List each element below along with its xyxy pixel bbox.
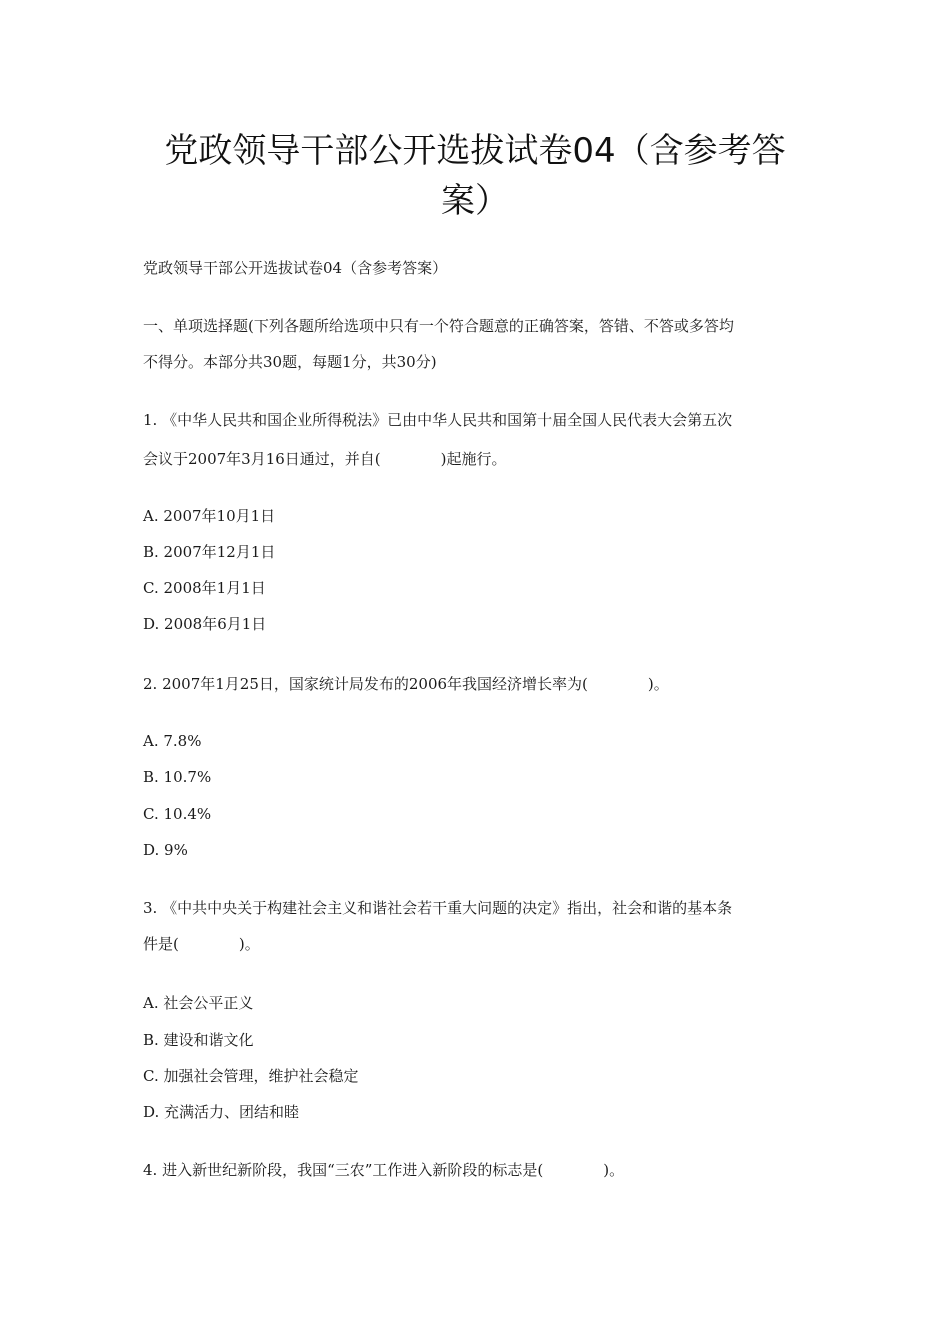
question-3-stem-line-1: 3. 《中共中央关于构建社会主义和谐社会若干重大问题的决定》指出，社会和谐的基本条 xyxy=(143,899,733,917)
question-1-option-d: D. 2008年6月1日 xyxy=(143,615,267,633)
question-3-stem-line-2: 件是( )。 xyxy=(143,935,260,953)
question-2-option-d: D. 9% xyxy=(143,841,188,859)
question-1-stem-line-1: 1. 《中华人民共和国企业所得税法》已由中华人民共和国第十届全国人民代表大会第五次 xyxy=(143,411,733,429)
question-3-option-c: C. 加强社会管理，维护社会稳定 xyxy=(143,1067,359,1085)
question-3-option-b: B. 建设和谐文化 xyxy=(143,1031,254,1049)
section-instructions-line-2: 不得分。本部分共30题，每题1分，共30分) xyxy=(143,353,437,371)
question-1-option-a: A. 2007年10月1日 xyxy=(143,507,276,525)
question-4-stem: 4. 进入新世纪新阶段，我国“三农”工作进入新阶段的标志是( )。 xyxy=(143,1161,625,1179)
document-subtitle: 党政领导干部公开选拔试卷04（含参考答案） xyxy=(143,259,448,277)
question-1-option-c: C. 2008年1月1日 xyxy=(143,579,266,597)
document-title-line-2: 案） xyxy=(441,181,509,221)
question-3-option-a: A. 社会公平正义 xyxy=(143,994,254,1012)
question-2-option-a: A. 7.8% xyxy=(143,732,202,750)
document-title-line-1: 党政领导干部公开选拔试卷04（含参考答 xyxy=(164,131,786,171)
question-1-option-b: B. 2007年12月1日 xyxy=(143,543,276,561)
question-3-option-d: D. 充满活力、团结和睦 xyxy=(143,1103,300,1121)
question-1-stem-line-2: 会议于2007年3月16日通过，并自( )起施行。 xyxy=(143,450,507,468)
question-2-option-c: C. 10.4% xyxy=(143,805,212,823)
question-2-stem: 2. 2007年1月25日，国家统计局发布的2006年我国经济增长率为( )。 xyxy=(143,675,669,693)
section-instructions-line-1: 一、单项选择题(下列各题所给选项中只有一个符合题意的正确答案，答错、不答或多答均 xyxy=(143,317,734,335)
question-2-option-b: B. 10.7% xyxy=(143,768,212,786)
